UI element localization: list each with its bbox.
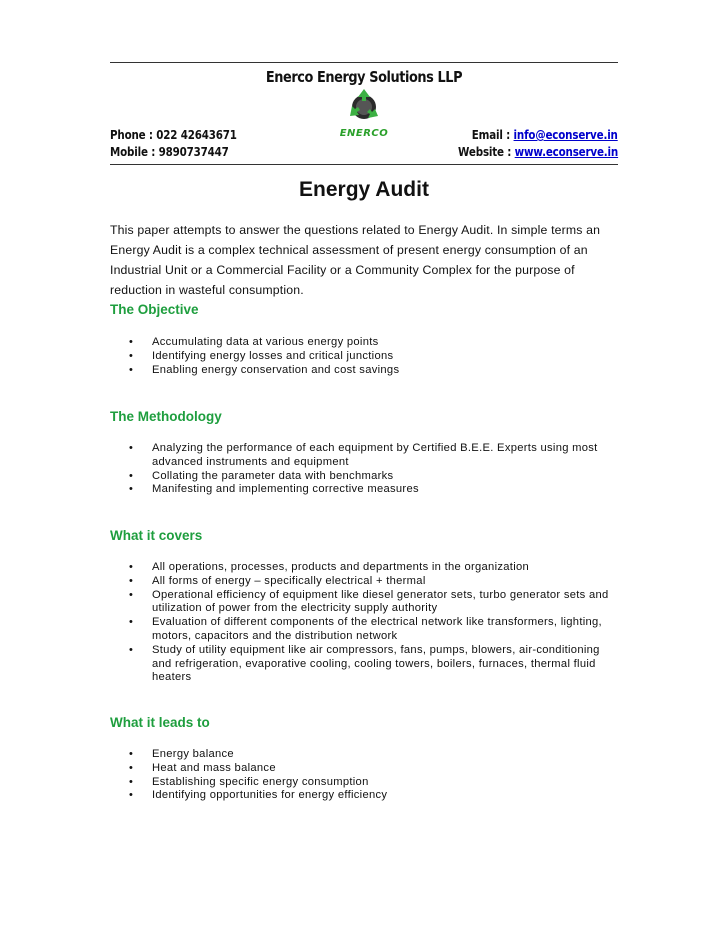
header-bottom-rule (110, 164, 618, 165)
list-item: • Collating the parameter data with benchmarks (129, 469, 394, 482)
section-heading-leads-to: What it leads to (110, 715, 210, 730)
list-item: • Heat and mass balance (129, 761, 276, 774)
email-line (472, 128, 618, 142)
document-page (110, 0, 618, 943)
header-top-rule (110, 62, 618, 63)
bullet-icon: • (129, 363, 134, 376)
bullet-icon: • (129, 561, 134, 573)
section-heading-covers: What it covers (110, 528, 203, 543)
bullet-icon: • (129, 761, 134, 774)
company-name: Enerco Energy Solutions LLP (265, 68, 463, 86)
website-label: Website : (457, 145, 515, 159)
bullet-icon: • (129, 588, 134, 601)
page-title: Energy Audit (299, 178, 429, 201)
list-item: • Identifying energy losses and critical junctions (129, 349, 394, 362)
list-item: • All forms of energy – specifically electrical + thermal (129, 574, 426, 587)
list-item: • Identifying opportunities for energy efficiency (129, 789, 388, 802)
bullet-icon: • (129, 616, 134, 629)
website-line (458, 145, 618, 159)
phone-line: Phone : 022 42643671 (110, 128, 237, 142)
covers-list (110, 561, 618, 685)
list-item: • Establishing specific energy consumption (129, 775, 369, 788)
section-heading-methodology: The Methodology (110, 409, 222, 424)
list-item: • Manifesting and implementing corrective measures (129, 483, 419, 496)
recycle-globe-icon (346, 86, 382, 126)
list-item: • Enabling energy conservation and cost savings (129, 363, 400, 376)
list-item: • Operational efficiency of equipment like diesel generator sets, turbo generator sets and utilization of power from the electricity supply authority (129, 588, 609, 615)
bullet-icon: • (129, 574, 134, 587)
leads-to-list (110, 748, 618, 803)
list-item: • Energy balance (129, 748, 234, 760)
bullet-icon: • (129, 483, 134, 496)
bullet-icon: • (129, 349, 134, 362)
list-item: • All operations, processes, products and departments in the organization (129, 561, 530, 573)
bullet-icon: • (129, 789, 134, 802)
intro-paragraph: This paper attempts to answer the questions related to Energy Audit. In simple terms an Energy Audit is a complex technical assessment of present energy consumption of an Industrial Unit or a Commercial Facility or a Community Complex for the purpose of reduction in wasteful consumption. (110, 223, 601, 297)
logo-text: ENERCO (339, 128, 389, 139)
enerco-logo (338, 86, 390, 146)
section-heading-objective: The Objective (110, 302, 199, 317)
email-label: Email : (472, 128, 514, 142)
list-item: • Accumulating data at various energy points (129, 336, 379, 348)
bullet-icon: • (129, 643, 134, 656)
bullet-icon: • (129, 336, 134, 348)
website-link[interactable]: www.econserve.in (514, 145, 618, 159)
bullet-icon: • (129, 775, 134, 788)
list-item: • Evaluation of different components of the electrical network like transformers, lighting, motors, capacitors and the distribution network (129, 616, 602, 642)
list-item: • Analyzing the performance of each equipment by Certified B.E.E. Experts using most advanced instruments and equipment (129, 442, 598, 468)
bullet-icon: • (129, 442, 134, 454)
list-item: • Study of utility equipment like air compressors, fans, pumps, blowers, air-conditioning and refrigeration, evaporative cooling, cooling towers, boilers, furnaces, thermal fluid heaters (129, 643, 600, 684)
methodology-list (110, 442, 618, 497)
objective-list (110, 336, 618, 377)
bullet-icon: • (129, 748, 134, 760)
bullet-icon: • (129, 469, 134, 482)
mobile-line: Mobile : 9890737447 (110, 145, 229, 159)
email-link[interactable]: info@econserve.in (513, 128, 618, 142)
